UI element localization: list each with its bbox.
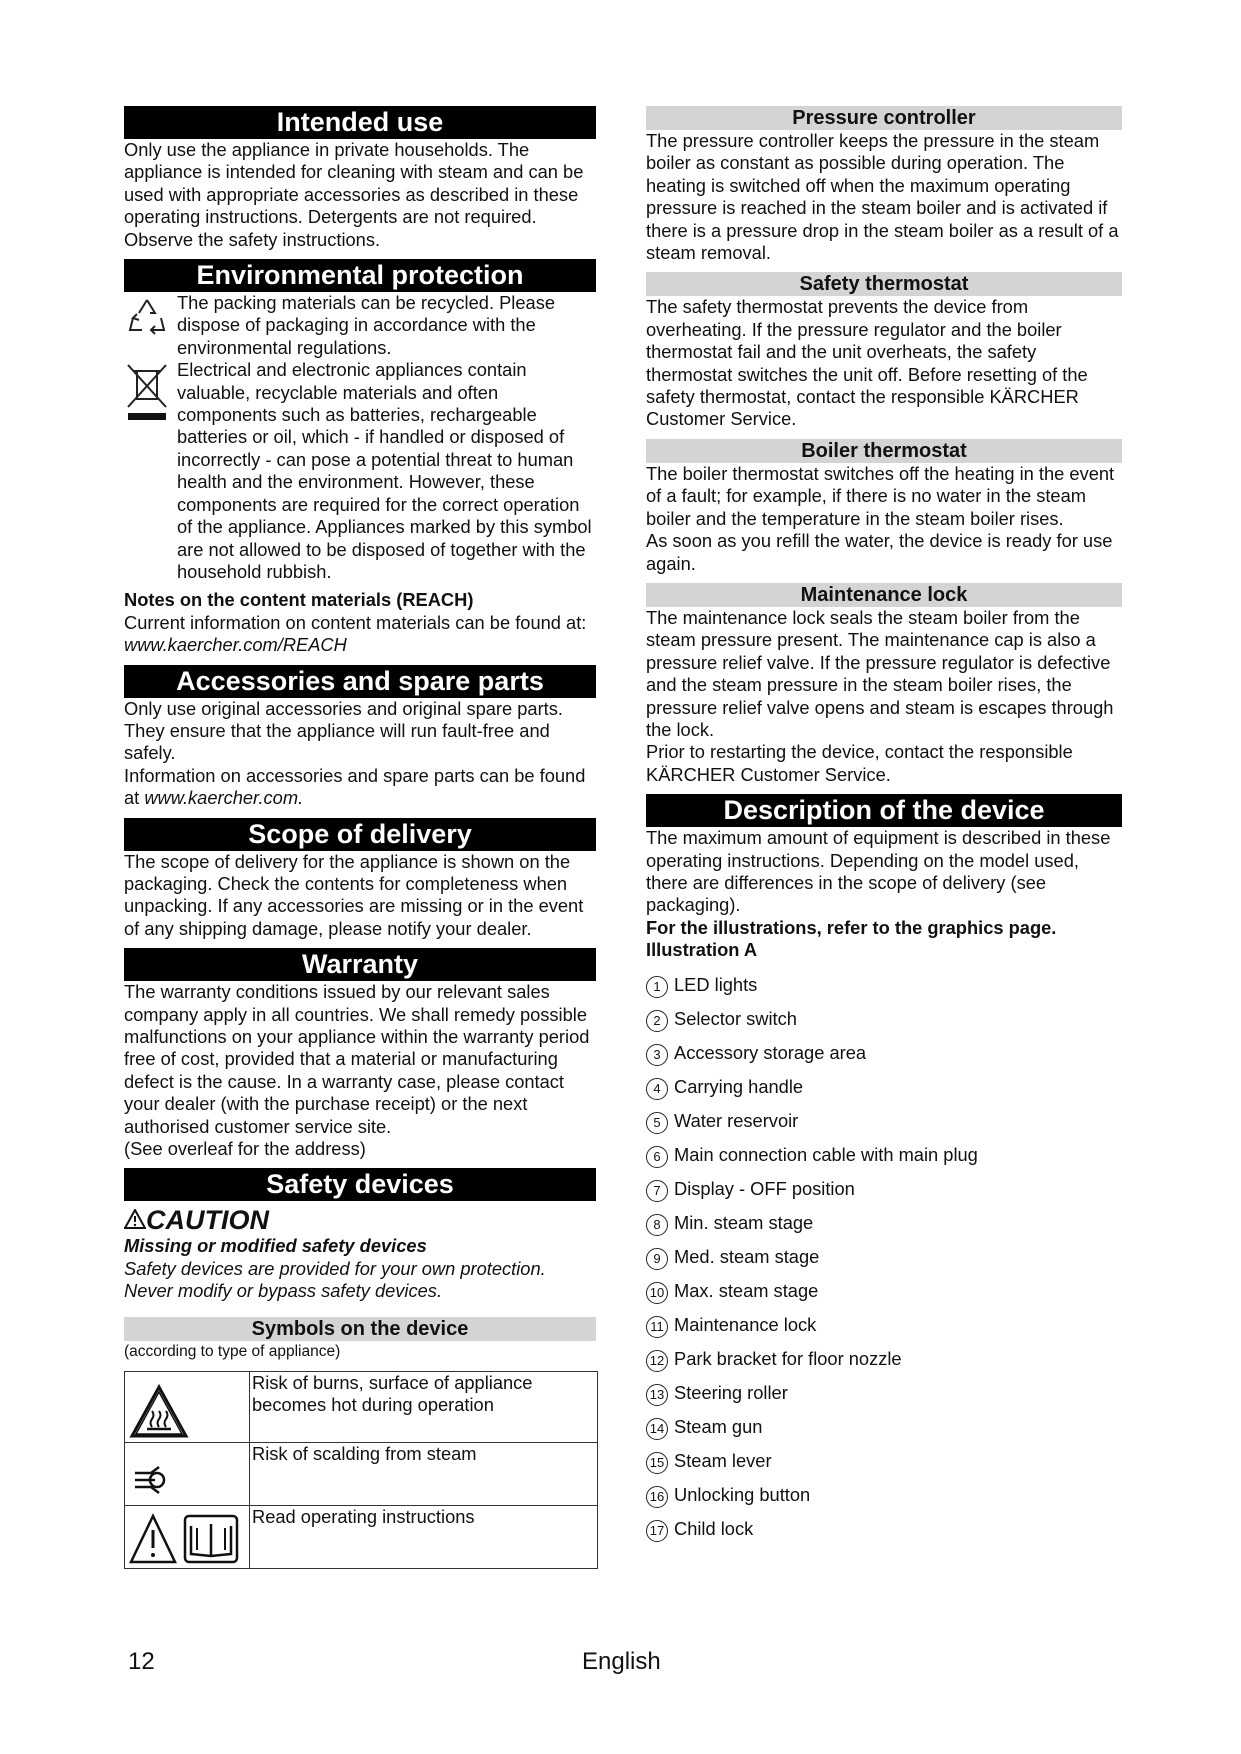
list-item	[646, 1376, 1122, 1410]
item-label: LED lights	[674, 973, 758, 995]
list-item	[646, 1240, 1122, 1274]
list-item	[646, 1342, 1122, 1376]
list-item	[646, 1308, 1122, 1342]
item-label: Med. steam stage	[674, 1245, 820, 1267]
environmental-protection-heading: Environmental protection	[124, 259, 596, 292]
reach-title: Notes on the content materials (REACH)	[124, 589, 474, 611]
item-number: 11	[646, 1316, 668, 1338]
list-item	[646, 1036, 1122, 1070]
item-number: 16	[646, 1486, 668, 1508]
intended-use-heading: Intended use	[124, 106, 596, 139]
item-label: Steering roller	[674, 1381, 788, 1403]
scope-of-delivery-heading: Scope of delivery	[124, 818, 596, 851]
warranty-text: The warranty conditions issued by our relevant sales company apply in all countries. We shall remedy possible malfunctions on your appliance within the warranty period free of cost, provided that a material or manufacturing defect is the cause. In a warranty case, please contact your dealer (with the purchase receipt) or the next authorised customer service site.	[124, 981, 590, 1137]
weee-text: Electrical and electronic appliances contain valuable, recyclable materials and often components such as batteries, rechargeable batteries or oil, which - if handled or disposed of incorrectly - can pose a potential threat to human health and the environment. However, these components are required for the correct operation of the appliance. Appliances marked by this symbol are not allowed to be disposed of together with the household rubbish.	[177, 359, 592, 582]
warning-triangle-icon	[124, 1209, 146, 1229]
description-text: The maximum amount of equipment is described in these operating instructions. Depending on the model used, there are differences in the scope of delivery (see packaging).	[646, 827, 1111, 916]
list-item	[646, 1206, 1122, 1240]
item-number: 10	[646, 1282, 668, 1304]
intended-use-text: Only use the appliance in private households. The appliance is intended for cleaning with steam and can be used with appropriate accessories as described in these operating instructions. Detergents are not required. Observe the safety instructions.	[124, 139, 584, 250]
symbol-cell	[125, 1505, 250, 1568]
list-item	[646, 1478, 1122, 1512]
item-label: Accessory storage area	[674, 1041, 867, 1063]
item-number: 14	[646, 1418, 668, 1440]
caution-text: Safety devices are provided for your own protection. Never modify or bypass safety devices.	[124, 1257, 546, 1302]
item-label: Main connection cable with main plug	[674, 1143, 978, 1165]
pressure-controller-heading: Pressure controller	[646, 106, 1122, 130]
item-number: 17	[646, 1520, 668, 1542]
item-number: 8	[646, 1214, 668, 1236]
graphics-ref: For the illustrations, refer to the graphics page.	[646, 916, 1057, 938]
item-number: 13	[646, 1384, 668, 1406]
reach-text-body: Current information on content materials can be found at:	[124, 611, 587, 633]
caution-label-text: CAUTION	[146, 1205, 269, 1236]
accessories-heading: Accessories and spare parts	[124, 665, 596, 698]
item-number: 3	[646, 1044, 668, 1066]
item-label: Maintenance lock	[674, 1313, 817, 1335]
table-row	[125, 1371, 598, 1442]
description-heading: Description of the device	[646, 794, 1122, 827]
list-item	[646, 1410, 1122, 1444]
symbol-cell	[125, 1371, 250, 1442]
boiler-thermostat-text: The boiler thermostat switches off the heating in the event of a fault; for example, if there is no water in the steam boiler and the temperature in the steam boiler rises.	[646, 462, 1115, 529]
list-item	[646, 1002, 1122, 1036]
item-label: Unlocking button	[674, 1483, 811, 1505]
item-number: 5	[646, 1112, 668, 1134]
item-label: Display - OFF position	[674, 1177, 855, 1199]
steam-icon	[131, 1463, 167, 1497]
reach-text	[124, 612, 596, 657]
accessories-info-body: Information on accessories and spare parts can be found at	[124, 764, 586, 809]
accessories-info	[124, 765, 596, 810]
weee-note	[124, 359, 596, 583]
warranty-heading: Warranty	[124, 948, 596, 981]
warranty-note: (See overleaf for the address)	[124, 1138, 366, 1160]
hot-surface-icon	[129, 1384, 189, 1440]
table-row	[125, 1442, 598, 1505]
page-number: 12	[128, 1648, 155, 1675]
list-item	[646, 1512, 1122, 1546]
item-number: 12	[646, 1350, 668, 1372]
list-item	[646, 1444, 1122, 1478]
symbols-heading: Symbols on the device	[124, 1317, 596, 1341]
table-row	[125, 1505, 598, 1568]
item-label: Max. steam stage	[674, 1279, 819, 1301]
page-language: English	[582, 1648, 661, 1675]
item-label: Steam gun	[674, 1415, 763, 1437]
item-label: Carrying handle	[674, 1075, 804, 1097]
item-label: Water reservoir	[674, 1109, 799, 1131]
item-label: Park bracket for floor nozzle	[674, 1347, 902, 1369]
caution-title: Missing or modified safety devices	[124, 1235, 427, 1257]
item-number: 4	[646, 1078, 668, 1100]
right-column	[646, 106, 1122, 1546]
item-label: Min. steam stage	[674, 1211, 814, 1233]
safety-devices-heading: Safety devices	[124, 1168, 596, 1201]
recycle-note	[124, 292, 596, 359]
recycle-icon	[124, 294, 170, 340]
maintenance-lock-text-2: Prior to restarting the device, contact the responsible KÄRCHER Customer Service.	[646, 741, 1073, 785]
symbol-desc: Risk of scalding from steam	[250, 1442, 598, 1505]
boiler-thermostat-text-2: As soon as you refill the water, the device is ready for use again.	[646, 530, 1113, 574]
symbol-desc: Risk of burns, surface of appliance becomes hot during operation	[250, 1371, 598, 1442]
list-item	[646, 968, 1122, 1002]
item-number: 1	[646, 976, 668, 998]
item-number: 7	[646, 1180, 668, 1202]
item-label: Child lock	[674, 1517, 754, 1539]
boiler-thermostat-heading: Boiler thermostat	[646, 439, 1122, 463]
item-number: 6	[646, 1146, 668, 1168]
safety-thermostat-heading: Safety thermostat	[646, 272, 1122, 296]
item-number: 2	[646, 1010, 668, 1032]
symbol-cell	[125, 1442, 250, 1505]
symbols-table	[124, 1371, 598, 1569]
symbols-note: (according to type of appliance)	[124, 1342, 341, 1360]
kaercher-link[interactable]: www.kaercher.com.	[144, 787, 304, 809]
item-number: 15	[646, 1452, 668, 1474]
accessories-text: Only use original accessories and original spare parts. They ensure that the appliance will run fault-free and safely.	[124, 697, 563, 764]
recycle-text: The packing materials can be recycled. Please dispose of packaging in accordance with the environmental regulations.	[177, 292, 556, 358]
caution-label	[124, 1205, 596, 1235]
illustration-label: Illustration A	[646, 939, 758, 961]
parts-legend	[646, 968, 1122, 1546]
list-item	[646, 1104, 1122, 1138]
read-manual-icon	[129, 1512, 243, 1566]
maintenance-lock-heading: Maintenance lock	[646, 583, 1122, 607]
list-item	[646, 1138, 1122, 1172]
item-label: Steam lever	[674, 1449, 772, 1471]
scope-of-delivery-text: The scope of delivery for the appliance is shown on the packaging. Check the contents for completeness when unpacking. If any accessories are missing or in the event of any shipping damage, please notify your dealer.	[124, 850, 584, 939]
list-item	[646, 1070, 1122, 1104]
symbol-desc: Read operating instructions	[250, 1505, 598, 1568]
maintenance-lock-text: The maintenance lock seals the steam boiler from the steam pressure present. The maintenance cap is also a pressure relief valve. If the pressure regulator is defective and the steam pressure in the steam boiler rises, the pressure relief valve opens and steam is escapes through the lock.	[646, 606, 1114, 740]
reach-link[interactable]: www.kaercher.com/REACH	[124, 634, 347, 656]
list-item	[646, 1172, 1122, 1206]
crossed-out-bin-icon	[124, 361, 170, 425]
left-column	[124, 106, 596, 1569]
list-item	[646, 1274, 1122, 1308]
item-number: 9	[646, 1248, 668, 1270]
item-label: Selector switch	[674, 1007, 797, 1029]
pressure-controller-text: The pressure controller keeps the pressure in the steam boiler as constant as possible during operation. The heating is switched off when the maximum operating pressure is reached in the steam boiler and is activated if there is a pressure drop in the steam boiler as a result of a steam removal.	[646, 130, 1119, 264]
safety-thermostat-text: The safety thermostat prevents the device from overheating. If the pressure regulator and the boiler thermostat fail and the unit overheats, the safety thermostat switches the unit off. Before resetting of the safety thermostat, contact the responsible KÄRCHER Customer Service.	[646, 296, 1088, 430]
